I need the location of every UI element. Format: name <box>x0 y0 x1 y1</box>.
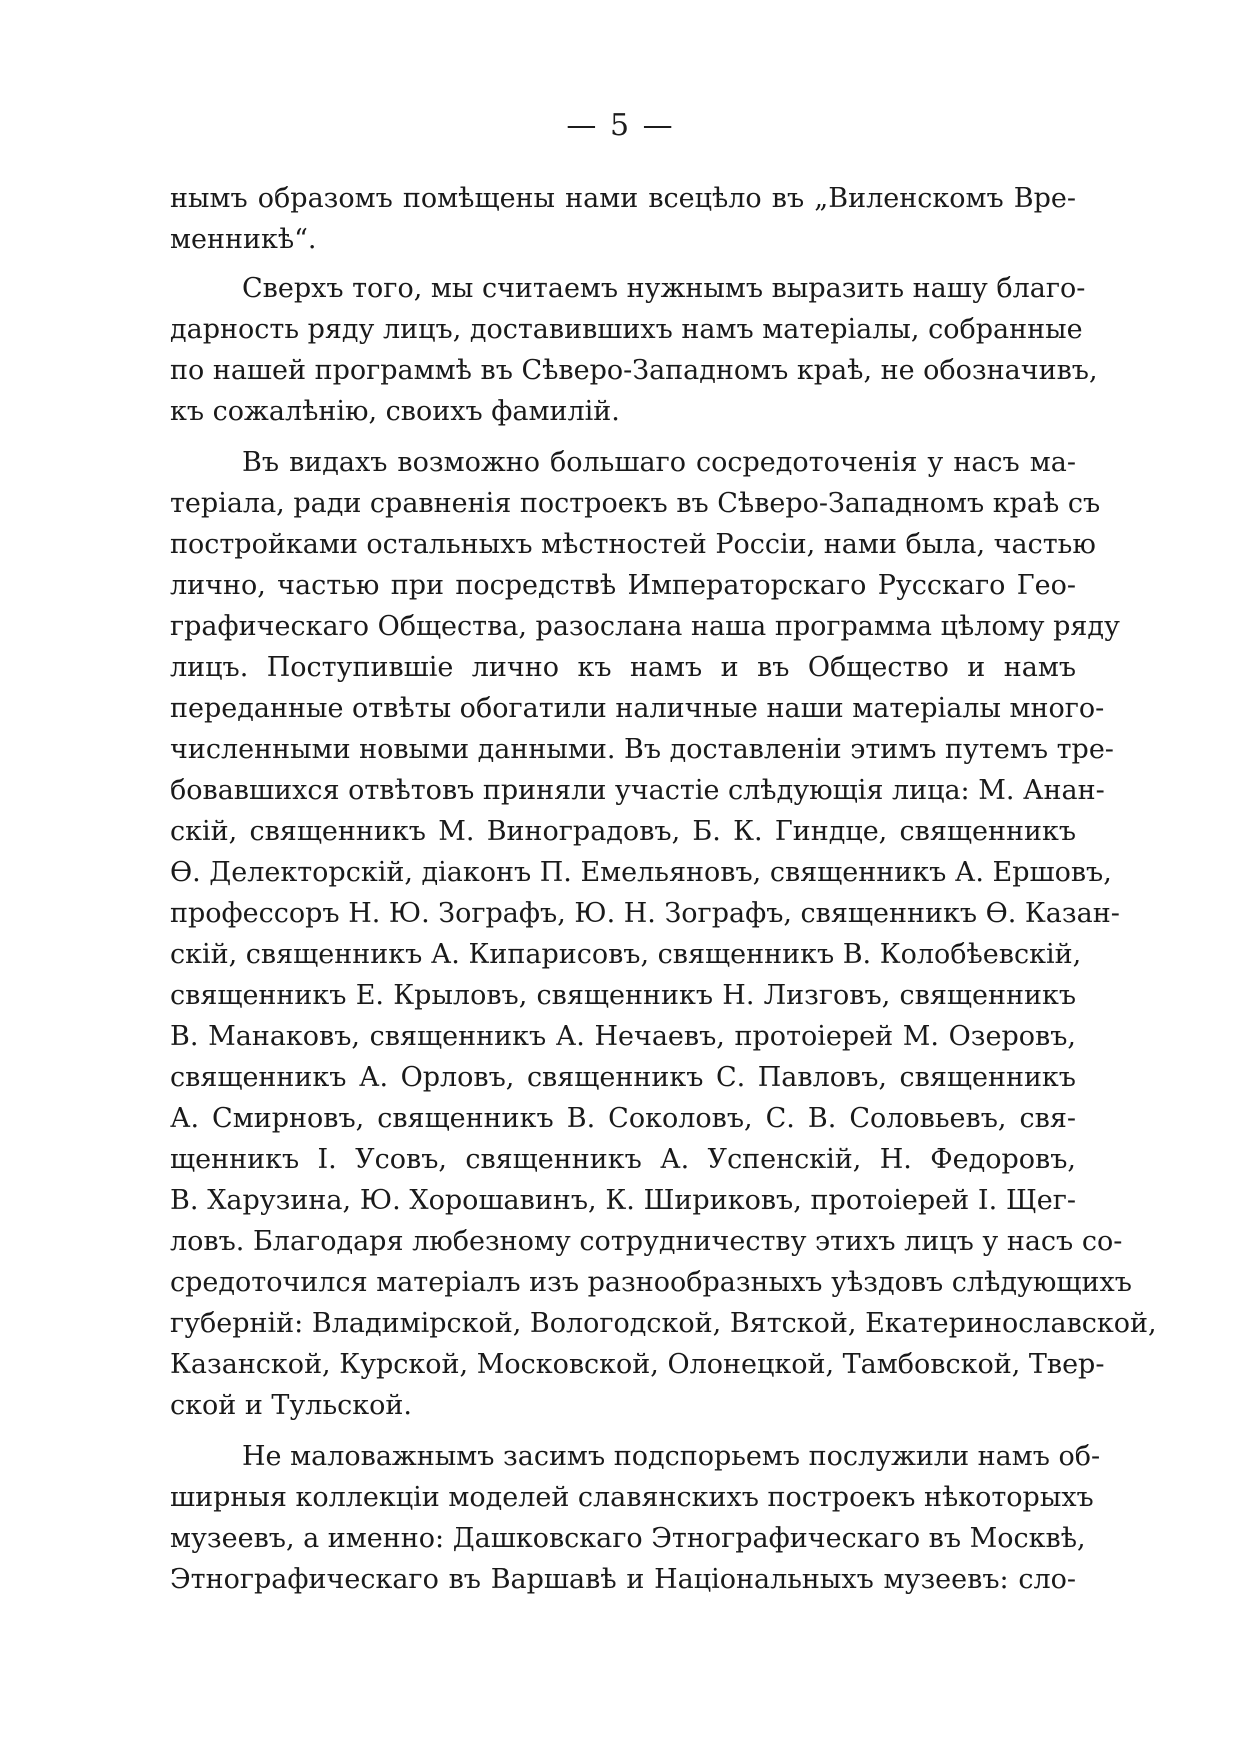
text-line: лицъ. Поступившіе лично къ намъ и въ Общество и намъ <box>170 652 1076 683</box>
text-line: нымъ образомъ помѣщены нами всецѣло въ „Виленскомъ Вре- <box>170 183 1076 214</box>
paragraph-2 <box>170 268 1098 432</box>
text-line: бовавшихся отвѣтовъ приняли участіе слѣдующія лица: М. Анан- <box>170 775 1105 806</box>
text-line: графическаго Общества, разослана наша программа цѣлому ряду <box>170 611 1120 642</box>
text-line: средоточился матеріалъ изъ разнообразныхъ уѣздовъ слѣдующихъ <box>170 1267 1132 1298</box>
text-line: дарность ряду лицъ, доставившихъ намъ матеріалы, собранные <box>170 314 1083 345</box>
text-line: переданные отвѣты обогатили наличные наши матеріалы много- <box>170 693 1105 724</box>
text-line: Сверхъ того, мы считаемъ нужнымъ выразить нашу благо- <box>242 273 1086 304</box>
text-line: ширныя коллекціи моделей славянскихъ построекъ нѣкоторыхъ <box>170 1482 1094 1513</box>
text-line: В. Манаковъ, священникъ А. Нечаевъ, протоіерей М. Озеровъ, <box>170 1021 1076 1052</box>
text-line: численными новыми данными. Въ доставленіи этимъ путемъ тре- <box>170 734 1114 765</box>
text-line: профессоръ Н. Ю. Зографъ, Ю. Н. Зографъ, священникъ Ѳ. Казан- <box>170 898 1120 929</box>
text-line: по нашей программѣ въ Сѣверо-Западномъ краѣ, не обозначивъ, <box>170 355 1098 386</box>
paragraph-4 <box>170 1436 1101 1600</box>
text-line: скій, священникъ М. Виноградовъ, Б. К. Гиндце, священникъ <box>170 816 1076 847</box>
text-line: священникъ Е. Крыловъ, священникъ Н. Лизговъ, священникъ <box>170 980 1076 1011</box>
text-line: ской и Тульской. <box>170 1390 412 1421</box>
text-line: постройками остальныхъ мѣстностей Россіи, нами была, частью <box>170 529 1096 560</box>
text-line: ловъ. Благодаря любезному сотрудничеству этихъ лицъ у насъ со- <box>170 1226 1123 1257</box>
text-line: къ сожалѣнію, своихъ фамилій. <box>170 396 620 427</box>
text-line: лично, частью при посредствѣ Императорскаго Русскаго Гео- <box>170 570 1076 601</box>
text-line: губерній: Владимірской, Вологодской, Вятской, Екатеринославской, <box>170 1308 1157 1339</box>
text-line: Въ видахъ возможно большаго сосредоточенія у насъ ма- <box>242 447 1076 478</box>
text-line: Казанской, Курской, Московской, Олонецкой, Тамбовской, Твер- <box>170 1349 1105 1380</box>
body-text <box>170 178 1157 1600</box>
page-number: — 5 — <box>566 108 675 143</box>
text-line: Не маловажнымъ засимъ подспорьемъ послужили намъ об- <box>242 1441 1101 1472</box>
text-line: священникъ А. Орловъ, священникъ С. Павловъ, священникъ <box>170 1062 1076 1093</box>
paragraph-1 <box>170 178 1076 260</box>
text-line: А. Смирновъ, священникъ В. Соколовъ, С. В. Соловьевъ, свя- <box>170 1103 1076 1134</box>
text-line: скій, священникъ А. Кипарисовъ, священникъ В. Колобѣевскій, <box>170 939 1082 970</box>
text-line: менникѣ“. <box>170 224 317 255</box>
paragraph-3 <box>170 442 1157 1426</box>
text-line: музеевъ, а именно: Дашковскаго Этнографическаго въ Москвѣ, <box>170 1523 1086 1554</box>
text-line: щенникъ І. Усовъ, священникъ А. Успенскій, Н. Федоровъ, <box>170 1144 1076 1175</box>
text-line: В. Харузина, Ю. Хорошавинъ, К. Шириковъ, протоіерей І. Щег- <box>170 1185 1076 1216</box>
text-line: Этнографическаго въ Варшавѣ и Національныхъ музеевъ: сло- <box>170 1564 1076 1595</box>
text-line: Ѳ. Делекторскій, діаконъ П. Емельяновъ, священникъ А. Ершовъ, <box>170 857 1112 888</box>
text-line: теріала, ради сравненія построекъ въ Сѣверо-Западномъ краѣ съ <box>170 488 1101 519</box>
